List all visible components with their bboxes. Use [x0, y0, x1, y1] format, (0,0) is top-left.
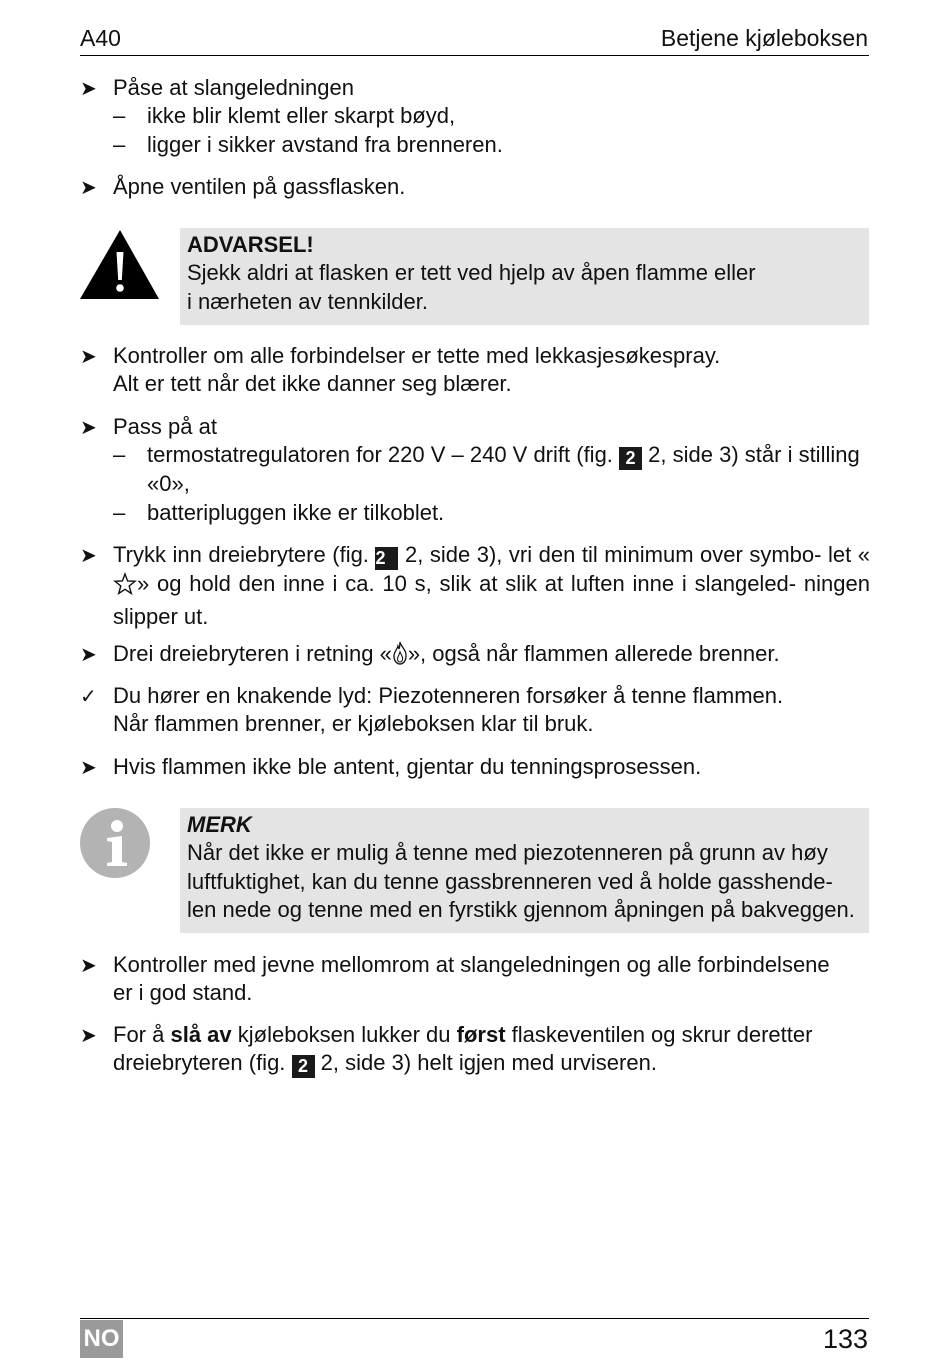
step-text: » og hold den inne i ca. 10 s, slik at slik at luften inne i slangeled-	[137, 571, 797, 596]
fig-number-badge: 2	[375, 547, 398, 570]
result-text: Du hører en knakende lyd: Piezotenneren forsøker å tenne flammen.	[113, 683, 784, 708]
step-arrow-icon: ➤	[80, 642, 97, 666]
step-text: Åpne ventilen på gassflasken.	[113, 174, 406, 199]
step-check-hose	[80, 74, 870, 159]
dash: –	[113, 442, 126, 468]
fig-number-badge: 2	[292, 1055, 315, 1078]
step-text: Pass på at	[113, 414, 217, 439]
warning-line: Sjekk aldri at flasken er tett ved hjelp av åpen flamme eller	[187, 260, 756, 286]
header-model: A40	[80, 25, 121, 51]
step-text: Alt er tett når det ikke danner seg blærer.	[113, 371, 512, 397]
step-text: Trykk inn dreiebrytere (fig.	[113, 542, 369, 567]
header-section: Betjene kjøleboksen	[660, 25, 868, 51]
warning-triangle-icon	[79, 228, 161, 300]
note-line: luftfuktighet, kan du tenne gassbrenneren ved å holde gasshende-	[187, 868, 833, 894]
sub-item: termostatregulatoren for 220 V – 240 V drift (fig.	[147, 442, 613, 468]
sub-item-cont: 2, side 3) står i stilling «0»,	[147, 442, 860, 497]
language-badge: NO	[80, 1320, 123, 1358]
info-icon	[80, 808, 150, 878]
step-text: ningen slipper ut.	[113, 571, 870, 630]
sub-item: batteripluggen ikke er tilkoblet.	[147, 499, 445, 525]
step-arrow-icon: ➤	[80, 175, 97, 199]
step-text: Påse at slangeledningen	[113, 75, 354, 100]
sub-item: ligger i sikker avstand fra brenneren.	[147, 131, 503, 157]
dash: –	[113, 103, 126, 129]
note-title: MERK	[187, 812, 252, 837]
step-text: Kontroller med jevne mellomrom at slangeledningen og alle forbindelsene	[113, 952, 830, 977]
flame-icon	[392, 640, 408, 673]
header-rule	[80, 55, 869, 56]
step-text-bold: slå av	[170, 1022, 232, 1047]
page-number: 133	[822, 1324, 868, 1354]
step-text: er i god stand.	[113, 980, 253, 1006]
step-text: Hvis flammen ikke ble antent, gjentar du tenningsprosessen.	[113, 754, 702, 779]
dash: –	[113, 499, 126, 525]
step-text: 2, side 3) helt igjen med urviseren.	[320, 1050, 657, 1076]
step-text: flaskeventilen og skrur deretter	[505, 1022, 813, 1047]
note-line: len nede og tenne med en fyrstikk gjennom åpningen på bakveggen.	[187, 897, 855, 923]
step-ensure	[80, 413, 870, 527]
step-arrow-icon: ➤	[80, 543, 97, 567]
step-inspect	[80, 951, 870, 1008]
step-text: For å	[113, 1022, 171, 1047]
step-arrow-icon: ➤	[80, 1023, 97, 1047]
step-text: 2, side 3), vri den til minimum over symbo-	[405, 542, 822, 567]
step-text: let «	[828, 542, 871, 567]
result-text: Når flammen brenner, er kjøleboksen klar til bruk.	[113, 711, 594, 737]
step-turn-knob	[80, 640, 870, 673]
warning-box	[180, 228, 869, 325]
warning-title: ADVARSEL!	[187, 232, 314, 257]
snowflake-minimum-icon	[113, 572, 137, 603]
note-line: Når det ikke er mulig å tenne med piezotenneren på grunn av høy	[187, 840, 828, 866]
step-press-knob	[80, 541, 870, 632]
footer-rule	[80, 1318, 869, 1319]
fig-number-badge: 2	[619, 447, 642, 470]
step-text: dreiebryteren (fig.	[113, 1050, 286, 1076]
step-repeat	[80, 753, 870, 781]
step-text-bold: først	[456, 1022, 506, 1047]
step-arrow-icon: ➤	[80, 76, 97, 100]
step-text: », også når flammen allerede brenner.	[407, 641, 780, 666]
step-switch-off	[80, 1021, 870, 1078]
step-open-valve	[80, 173, 870, 201]
checkmark-icon: ✓	[80, 684, 97, 708]
step-arrow-icon: ➤	[80, 755, 97, 779]
note-box	[180, 808, 869, 933]
step-text: kjøleboksen lukker du	[231, 1022, 457, 1047]
dash: –	[113, 131, 126, 157]
step-text: Drei dreiebryteren i retning «	[113, 641, 392, 666]
step-leak-check	[80, 342, 870, 399]
step-arrow-icon: ➤	[80, 953, 97, 977]
warning-line: i nærheten av tennkilder.	[187, 288, 428, 314]
sub-item: ikke blir klemt eller skarpt bøyd,	[147, 103, 456, 129]
step-arrow-icon: ➤	[80, 344, 97, 368]
step-arrow-icon: ➤	[80, 415, 97, 439]
step-text: Kontroller om alle forbindelser er tette med lekkasjesøkespray.	[113, 343, 721, 368]
result-ignition	[80, 682, 870, 739]
